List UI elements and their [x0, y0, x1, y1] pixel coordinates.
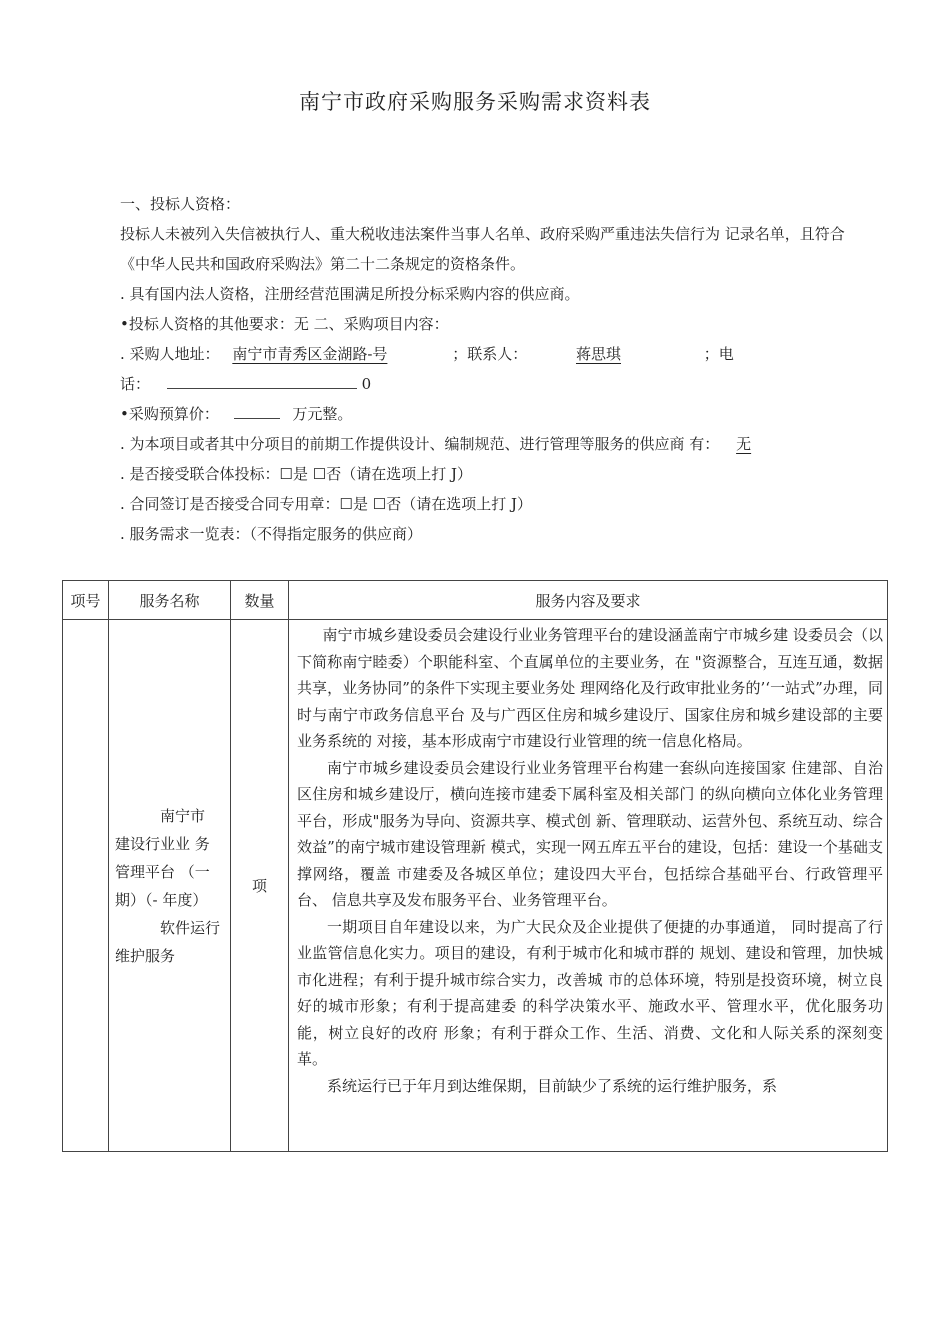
- service-name-line3: 软件运行维护服务: [115, 918, 221, 965]
- service-name-line2: 建设行业业 务管理平台 （一期）（- 年度）: [115, 834, 210, 909]
- domestic-qualification-item: . 具有国内法人资格，注册经营范围满足所投分标采购内容的供应商。: [120, 285, 580, 303]
- budget-line: [120, 399, 865, 429]
- content-paragraph-1: 南宁市城乡建设委员会建设行业业务管理平台的建设涵盖南宁市城乡建 设委员会（以下简称南宁睦委）个职能科室、个直属单位的主要业务，在 "资源整合，互连互通，数据共享，业务协同”的条件下实现主要业务处 理网络化及行政审批业务的’‘一站式”办理，同时与南宁市政务信息平台 及与广西区住房和城乡建设厅、国家住房和城乡建设部的主要业务系统的 对接，基本形成南宁市建设行业管理的统一信息化格局。: [297, 626, 883, 750]
- content-paragraph-3: 一期项目自年建设以来，为广大民众及企业提供了便捷的办事通道， 同时提高了行业监管信息化实力。项目的建设，有利于城市化和城市群的 规划、建设和管理，加快城市化进程；有利于提升城市综合实力，改善城 市的总体环境，特别是投资环境，树立良好的城市形象；有利于提高建委 的科学决策水平、施政水平、管理水平，优化服务功能，树立良好的改府 形象；有利于群众工作、生活、消费、文化和人际关系的深刻变革。: [297, 917, 883, 1068]
- page-title: 南宁市政府采购服务采购需求资料表: [299, 90, 651, 114]
- purchaser-address-value: 南宁市青秀区金湖路-号: [232, 345, 388, 363]
- phone-line: [120, 369, 865, 399]
- header-quantity: 数量: [231, 581, 289, 620]
- phone-blank: [167, 372, 357, 389]
- phone-label-end: 话：: [120, 375, 151, 393]
- content-paragraph-2: 南宁市城乡建设委员会建设行业业务管理平台构建一套纵向连接国家 住建部、自治区住房和城乡建设厅，横向连接市建委下属科室及相关部门 的纵向横向立体化业务管理平台，形成"服务为导向、资源共享、模式创 新、管理联动、运营外包、系统互动、综合效益”的南宁城市建设管理新 模式，实现一网五库五平台的建设，包括：建设一个基础支撑网络，覆盖 市建委及各城区单位；建设四大平台，包括综合基础平台、行政管理平台、 信息共享及发布服务平台、业务管理平台。: [297, 758, 883, 909]
- phone-label-start: ；电: [703, 345, 734, 363]
- content-paragraph-4: 系统运行已于年月到达维保期，目前缺少了系统的运行维护服务，系: [327, 1076, 778, 1095]
- section1-heading: 一、投标人资格：: [120, 195, 241, 213]
- table-header-row: [63, 581, 888, 620]
- service-name-line1: 南宁市: [160, 806, 206, 825]
- purchaser-address-label: . 采购人地址：: [120, 345, 220, 363]
- phone-suffix: 0: [361, 375, 372, 393]
- header-service-name: 服务名称: [109, 581, 231, 620]
- qualification-paragraph: 投标人未被列入失信被执行人、重大税收违法案件当事人名单、政府采购严重违法失信行为 记录名单，且符合《中华人民共和国政府采购法》第二十二条规定的资格条件。: [120, 225, 845, 273]
- budget-label: •采购预算价：: [120, 405, 219, 423]
- cell-quantity: 项: [231, 620, 289, 1152]
- prior-work-text: . 为本项目或者其中分项目的前期工作提供设计、编制规范、进行管理等服务的供应商 有：: [120, 435, 720, 453]
- consortium-line: . 是否接受联合体投标：☐是 ☐否（请在选项上打 J）: [120, 465, 472, 483]
- budget-unit: 万元整。: [292, 405, 353, 423]
- prior-work-value: 无: [736, 435, 752, 453]
- service-list-line: . 服务需求一览表：（不得指定服务的供应商）: [120, 525, 423, 543]
- qualification-section: [120, 189, 865, 549]
- purchaser-address-line: [120, 339, 865, 369]
- budget-blank: [234, 402, 280, 419]
- header-service-content: 服务内容及要求: [289, 581, 888, 620]
- cell-service-name: [109, 620, 231, 1152]
- header-item-no: 项号: [63, 581, 109, 620]
- other-requirements-item: •投标人资格的其他要求：无 二、采购项目内容：: [120, 315, 449, 333]
- contact-name: 蒋思琪: [575, 345, 621, 363]
- cell-item-no: [63, 620, 109, 1152]
- table-row: [63, 620, 888, 1152]
- contact-label: ；联系人：: [452, 345, 528, 363]
- service-requirements-table: [62, 580, 888, 1152]
- prior-work-line: [120, 429, 865, 459]
- contract-seal-line: . 合同签订是否接受合同专用章：☐是 ☐否（请在选项上打 J）: [120, 495, 532, 513]
- cell-service-content: [289, 620, 888, 1152]
